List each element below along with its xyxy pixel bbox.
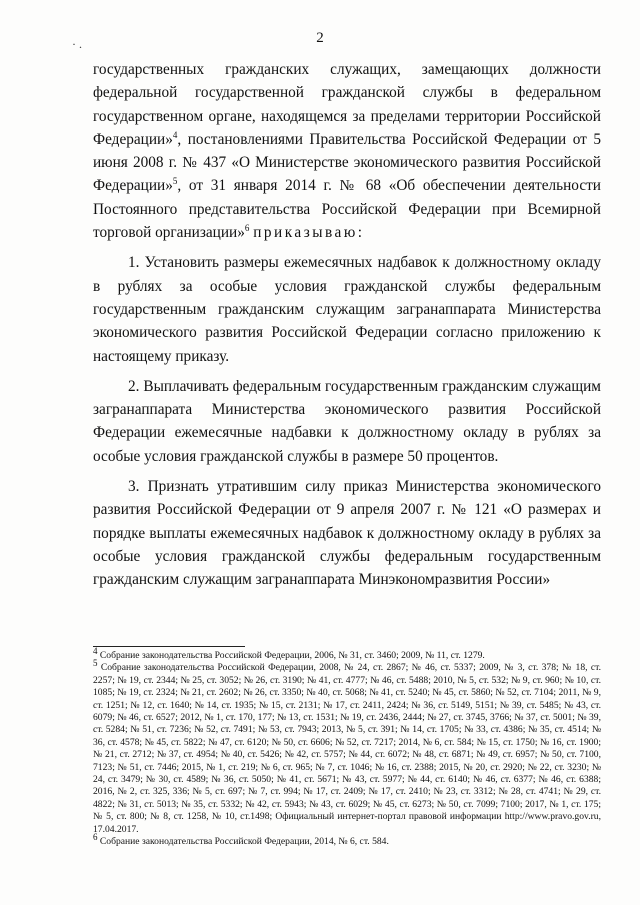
paragraph-3: 3. Признать утратившим силу приказ Министерства экономического развития Российской Федерации от 9 апреля 2007 г. № 121 «О размерах и порядке выплаты ежемесячных надбавок к должностному окладу в рублях за особые условия гражданской службы федеральным государственным гражданским служащим загранаппарата Минэкономразвития России»	[93, 478, 601, 589]
footnote-ref-5: 5	[172, 176, 178, 187]
order-word: приказываю:	[253, 224, 365, 242]
page-number: 2	[316, 30, 324, 46]
paragraph-preamble: государственных гражданских служащих, замещающих должности федеральной государственной гражданской службы в федеральном государственном органе, находящемся за пределами территории Российской Федерации»$^4$, постановлениями Правительства Российской Федерации от 5 июня 2008 г. № 437 «О Министерстве экономического развития Российской Федерации»$^5$, от 31 января 2014 г. № 68 «Об обеспечении деятельности Постоянного представительства Российской Федерации при Всемирной торговой организации»$^6$ приказываю:	[93, 61, 601, 242]
corner-marks: · .	[72, 37, 82, 51]
paragraph-2: 2. Выплачивать федеральным государственным гражданским служащим загранаппарата Министерства экономического развития Российской Федерации ежемесячные надбавки к должностному окладу в рублях за особые условия гражданской службы в размере 50 процентов.	[93, 377, 601, 465]
document-body	[93, 58, 601, 592]
footnote-ref-6: 6	[244, 222, 250, 233]
footnote-6: $^6$ Собрание законодательства Российской Федерации, 2014, № 6, ст. 584.	[93, 831, 389, 848]
footnote-ref-4: 4	[172, 129, 178, 140]
footnote-5: $^5$ Собрание законодательства Российской Федерации, 2008, № 24, ст. 2867; № 46, ст. 5337; 2009, № 3, ст. 378; № 18, ст. 2257; № 19, ст. 2344; № 25, ст. 3052; № 26, ст. 3190; № 41, ст. 4777; № 46, ст. 5488; 2010, № 5, ст. 532; № 9, ст. 960; № 10, ст. 1085; № 19, ст. 2324; № 21, ст. 2602; № 26, ст. 3350; № 40, ст. 5068; № 41, ст. 5240; № 45, ст. 5860; № 52, ст. 7104; 2011, № 9, ст. 1251; № 12, ст. 1640; № 14, ст. 1935; № 15, ст. 2131; № 17, ст. 2411, 2424; № 36, ст. 5149, 5151; № 39, ст. 5485; № 43, ст. 6079; № 46, ст. 6527; 2012, № 1, ст. 170, 177; № 13, ст. 1531; № 19, ст. 2436, 2444; № 27, ст. 3745, 3766; № 37, ст. 5001; № 39, ст. 5284; № 51, ст. 7236; № 52, ст. 7491; № 53, ст. 7943; 2013, № 5, ст. 391; № 14, ст. 1705; № 33, ст. 4386; № 35, ст. 4514; № 36, ст. 4578; № 45, ст. 5822; № 47, ст. 6120; № 50, ст. 6606; № 52, ст. 7217; 2014, № 6, ст. 584; № 15, ст. 1750; № 16, ст. 1900; № 21, ст. 2712; № 37, ст. 4954; № 40, ст. 5426; № 42, ст. 5757; № 44, ст. 6072; № 48, ст. 6871; № 49, ст. 6957; № 50, ст. 7100, 7123; № 51, ст. 7446; 2015, № 1, ст. 219; № 6, ст. 965; № 7, ст. 1046; № 16, ст. 2388; 2015, № 20, ст. 2920; № 22, ст. 3230; № 24, ст. 3479; № 30, ст. 4589; № 36, ст. 5050; № 41, ст. 5671; № 43, ст. 5977; № 44, ст. 6140; № 46, ст. 6377; № 46, ст. 6388; 2016, № 2, ст. 325, 336; № 5, ст. 697; № 7, ст. 994; № 17, ст. 2409; № 17, ст. 2410; № 23, ст. 3312; № 28, ст. 4741; № 29, ст. 4822; № 31, ст. 5013; № 35, ст. 5332; № 42, ст. 5943; № 43, ст. 6029; № 45, ст. 6273; № 50, ст. 7099; 7100; 2017, № 1, ст. 175; № 5, ст. 800; № 8, ст. 1258, № 10, ст.1498; Официальный интернет-портал правовой информации http://www.pravo.gov.ru, 17.04.2017.	[93, 658, 601, 835]
footnote-separator	[93, 646, 245, 647]
footnotes	[93, 645, 601, 849]
footnote-4: $^4$ Собрание законодательства Российской Федерации, 2006, № 31, ст. 3460; 2009, № 11, ст. 1279.	[93, 645, 485, 661]
paragraph-1: 1. Установить размеры ежемесячных надбавок к должностному окладу в рублях за особые условия гражданской службы федеральным государственным гражданским служащим загранаппарата Министерства экономического развития Российской Федерации согласно приложению к настоящему приказу.	[93, 254, 601, 365]
